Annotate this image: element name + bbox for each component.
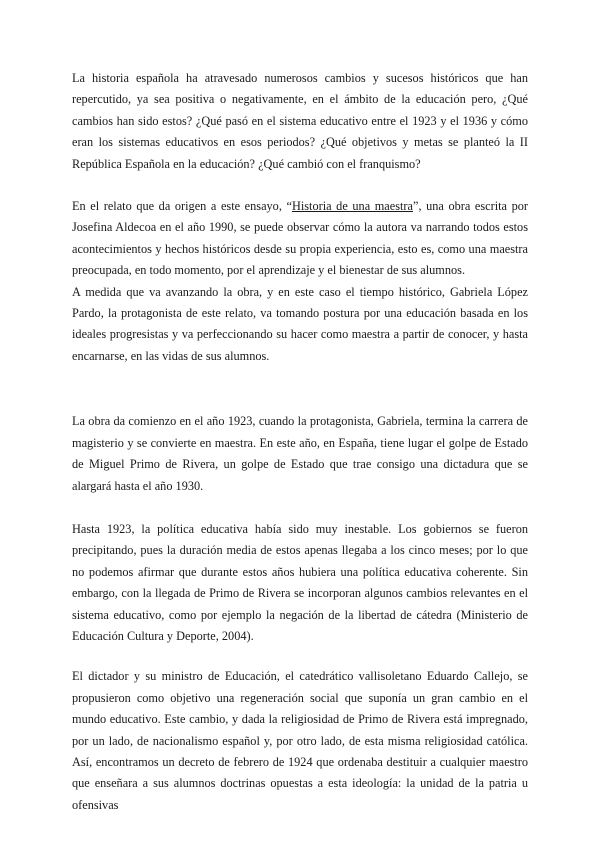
paragraph-avance: A medida que va avanzando la obra, y en este caso el tiempo histórico, Gabriela López Pardo, la protagonista de este relato, va tomando postura por una educación basada en los ideales progresistas y va perfeccionando su hacer como maestra a partir de conocer, y hasta encarnarse, en las vidas de sus alumnos. [72, 284, 528, 363]
paragraph-relato-after: ”, una obra escrita por Josefina Aldecoa en el año 1990, se puede observar cómo la autora va narrando todos estos acontecimientos y hechos históricos desde su propia experiencia, esto es, como una maestra preocupada, en todo momento, por el aprendizaje y el bienestar de sus alumnos. [72, 199, 528, 278]
paragraph-relato-before: En el relato que da origen a este ensayo, “ [72, 199, 292, 214]
book-title-link[interactable]: Historia de una maestra [291, 199, 413, 214]
paragraph-comienzo: La obra da comienzo en el año 1923, cuando la protagonista, Gabriela, termina la carrera de magisterio y se convierte en maestra. En este año, en España, tiene lugar el golpe de Estado de Miguel Primo de Rivera, un golpe de Estado que trae consigo una dictadura que se alargará hasta el año 1930. [72, 414, 528, 493]
paragraph-dictador: El dictador y su ministro de Educación, el catedrático vallisoletano Eduardo Callejo, se propusieron como objetivo una regeneración social que suponía un gran cambio en el mundo educativo. Este cambio, y dada la religiosidad de Primo de Rivera está impregnado, por un lado, de nacionalismo español y, por otro lado, de esta misma religiosidad católica. Así, encontramos un decreto de febrero de 1924 que ordenaba destituir a cualquier maestro que enseñara a sus alumnos doctrinas opuestas a esta ideología: la unidad de la patria u ofensivas [72, 669, 528, 812]
paragraph-intro: La historia española ha atravesado numerosos cambios y sucesos históricos que han repercutido, ya sea positiva o negativamente, en el ámbito de la educación pero, ¿Qué cambios han sido estos? ¿Qué pasó en el sistema educativo entre el 1923 y el 1936 y cómo eran los sistemas educativos en esos periodos? ¿Qué objetivos y metas se planteó la II República Española en la educación? ¿Qué cambió con el franquismo? [72, 71, 528, 171]
paragraph-relato [72, 196, 528, 282]
document-body [72, 68, 528, 816]
paragraph-politica: Hasta 1923, la política educativa había sido muy inestable. Los gobiernos se fueron precipitando, pues la duración media de estos apenas llegaba a los cinco meses; por lo que no podemos afirmar que durante estos años hubiera una política educativa coherente. Sin embargo, con la llegada de Primo de Rivera se incorporan algunos cambios relevantes en el sistema educativo, como por ejemplo la negación de la libertad de cátedra (Ministerio de Educación Cultura y Deporte, 2004). [72, 521, 528, 643]
